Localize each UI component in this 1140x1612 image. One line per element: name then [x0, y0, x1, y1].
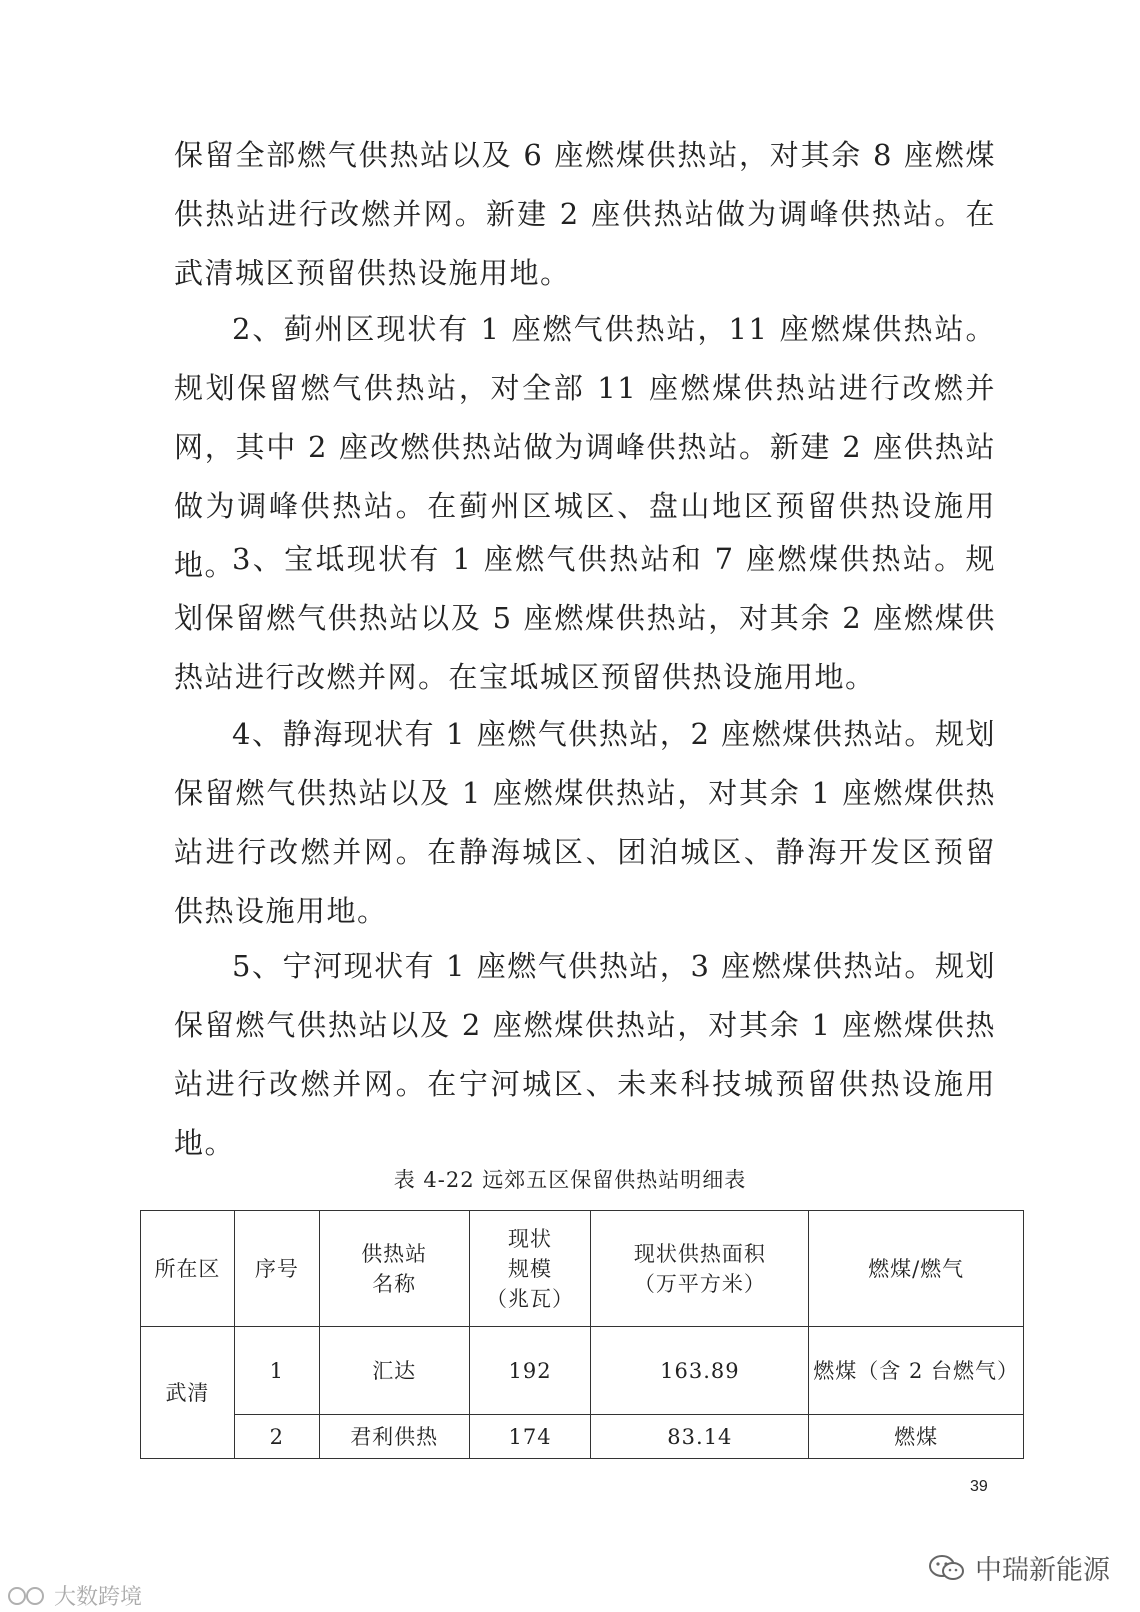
table-caption: 表 4-22 远郊五区保留供热站明细表	[393, 1168, 747, 1192]
header-name-line2: 名称	[372, 1271, 417, 1296]
page-number: 39	[970, 1478, 988, 1495]
cell-fuel: 燃煤（含 2 台燃气）	[809, 1327, 1024, 1415]
heating-station-table	[140, 1210, 1024, 1459]
header-area-line1: 现状供热面积	[633, 1241, 766, 1266]
cell-scale: 192	[469, 1327, 591, 1415]
cell-area: 163.89	[591, 1327, 809, 1415]
watermark-brand-text: 中瑞新能源	[975, 1555, 1110, 1586]
table-header-row	[141, 1211, 1024, 1327]
table-row	[141, 1327, 1024, 1415]
paragraph-3: 3、宝坻现状有 1 座燃气供热站和 7 座燃煤供热站。规划保留燃气供热站以及 5 座燃煤供热站，对其余 2 座燃煤供热站进行改燃并网。在宝坻城区预留供热设施用地。	[174, 542, 996, 694]
cell-seq: 1	[234, 1327, 319, 1415]
header-scale-line2: 规模	[508, 1256, 553, 1281]
header-scale-line3: （兆瓦）	[486, 1286, 575, 1311]
paragraph-4: 4、静海现状有 1 座燃气供热站，2 座燃煤供热站。规划保留燃气供热站以及 1 座燃煤供热站，对其余 1 座燃煤供热站进行改燃并网。在静海城区、团泊城区、静海开发区预留供热设施用地。	[174, 717, 996, 928]
watermark-brand	[927, 1548, 1110, 1587]
watermark-site	[6, 1580, 142, 1611]
watermark-logo-icon	[6, 1585, 48, 1607]
cell-seq: 2	[234, 1415, 319, 1459]
header-name-line1: 供热站	[361, 1241, 428, 1266]
header-scale-line1: 现状	[508, 1226, 553, 1251]
header-name	[319, 1211, 469, 1327]
header-district: 所在区	[141, 1211, 235, 1327]
header-scale	[469, 1211, 591, 1327]
table-row	[141, 1415, 1024, 1459]
header-fuel: 燃煤/燃气	[809, 1211, 1024, 1327]
header-seq: 序号	[234, 1211, 319, 1327]
cell-name: 汇达	[319, 1327, 469, 1415]
header-area	[591, 1211, 809, 1327]
watermark-site-text: 大数跨境	[54, 1585, 143, 1610]
paragraph-2: 2、蓟州区现状有 1 座燃气供热站，11 座燃煤供热站。规划保留燃气供热站，对全部 11 座燃煤供热站进行改燃并网，其中 2 座改燃供热站做为调峰供热站。新建 2 座供热站做为调峰供热站。在蓟州区城区、盘山地区预留供热设施用地。	[174, 312, 996, 582]
paragraph-1: 保留全部燃气供热站以及 6 座燃煤供热站，对其余 8 座燃煤供热站进行改燃并网。新建 2 座供热站做为调峰供热站。在武清城区预留供热设施用地。	[174, 138, 996, 290]
cell-scale: 174	[469, 1415, 591, 1459]
cell-district: 武清	[141, 1327, 235, 1459]
paragraph-5: 5、宁河现状有 1 座燃气供热站，3 座燃煤供热站。规划保留燃气供热站以及 2 座燃煤供热站，对其余 1 座燃煤供热站进行改燃并网。在宁河城区、未来科技城预留供热设施用地。	[174, 949, 996, 1160]
cell-fuel: 燃煤	[809, 1415, 1024, 1459]
cell-name: 君利供热	[319, 1415, 469, 1459]
cell-area: 83.14	[591, 1415, 809, 1459]
header-area-line2: （万平方米）	[633, 1271, 766, 1296]
chat-bubble-icon	[927, 1553, 967, 1583]
